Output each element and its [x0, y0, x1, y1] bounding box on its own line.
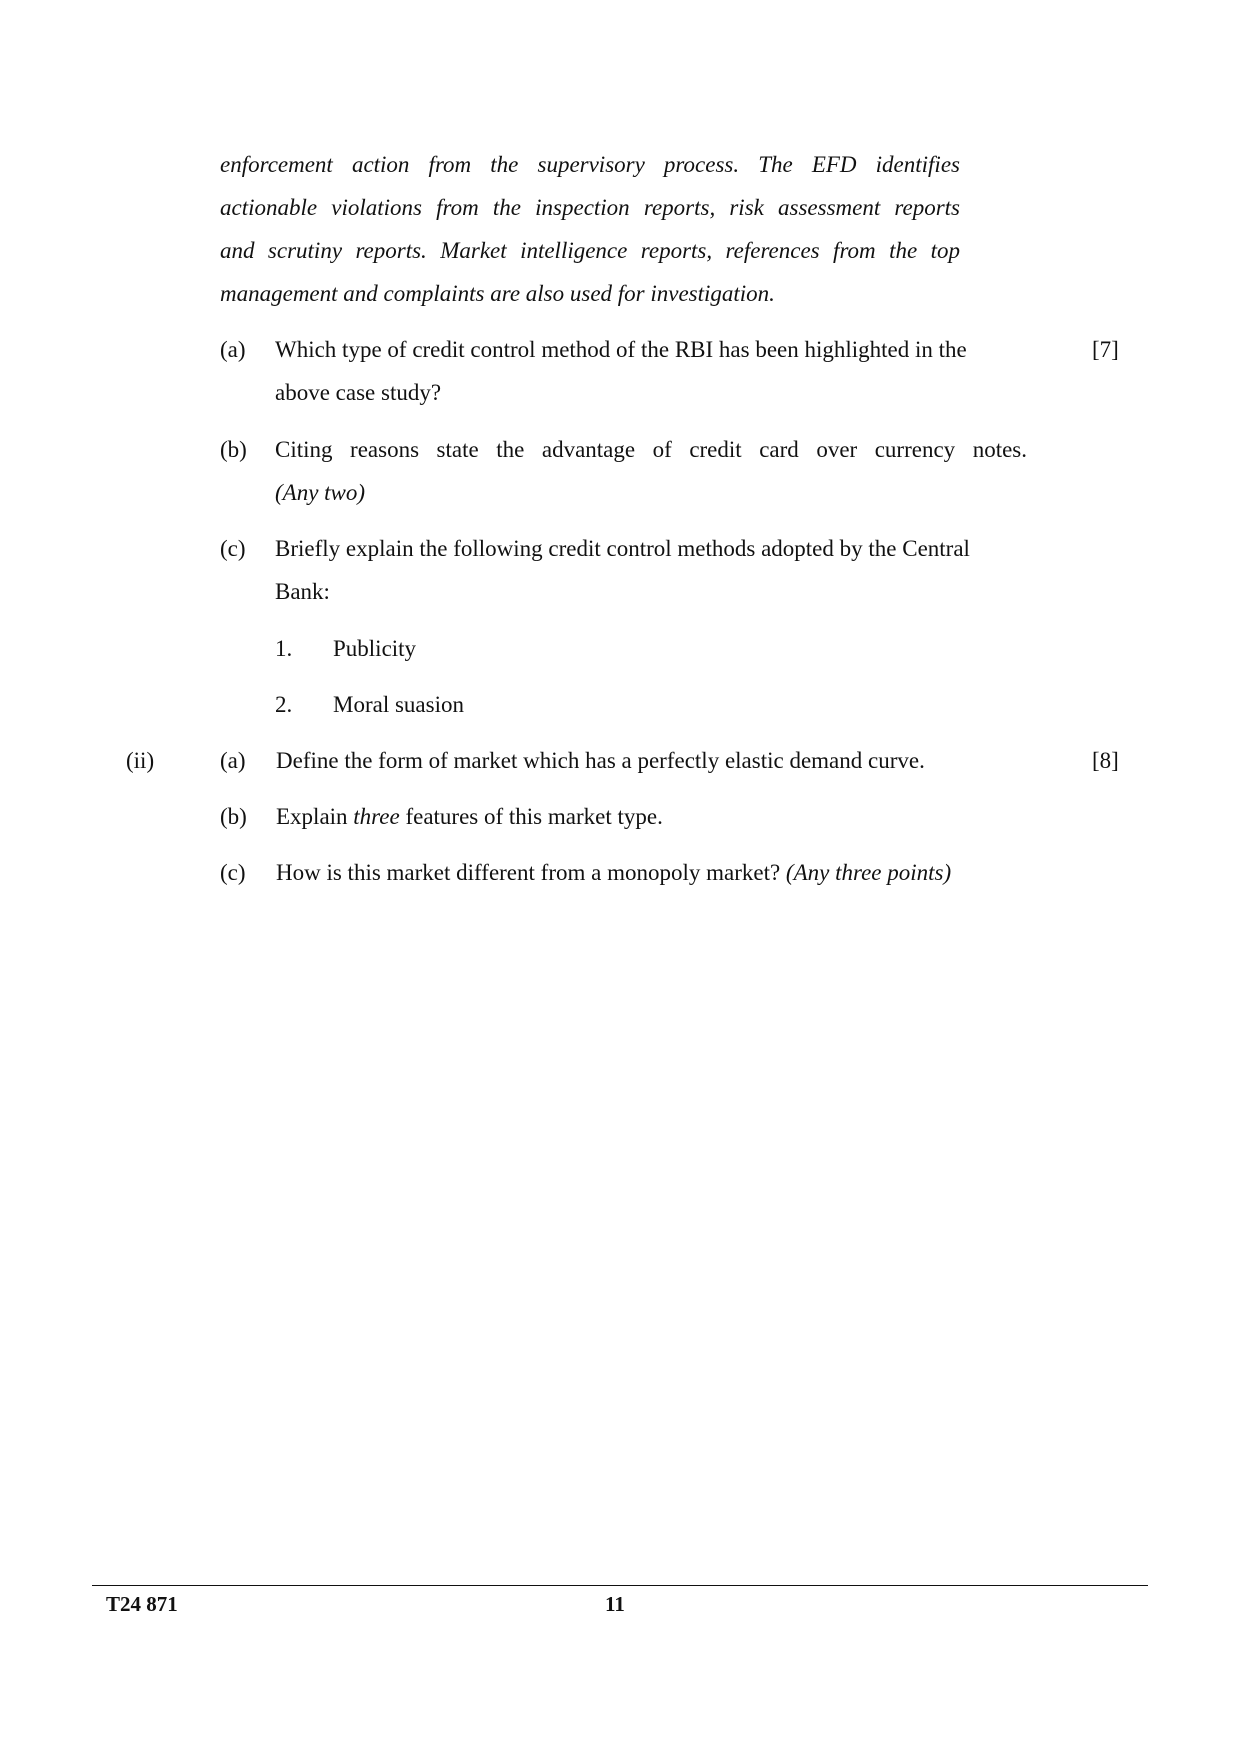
- question-text-line: above case study?: [275, 380, 442, 405]
- question-label: (b): [220, 804, 247, 829]
- question-text-segment: How is this market different from a monopoly market?: [276, 860, 786, 885]
- case-study-line: actionable violations from the inspection reports, risk assessment reports: [220, 195, 960, 220]
- question-text-line: [276, 860, 951, 886]
- question-label: (a): [220, 337, 246, 362]
- marks-label: [7]: [1092, 337, 1119, 362]
- question-label: (b): [220, 437, 247, 462]
- question-label: (c): [220, 536, 246, 561]
- footer-divider: [92, 1585, 1148, 1586]
- question-note: (Any three points): [785, 860, 952, 885]
- page-number: 11: [605, 1592, 625, 1616]
- question-text-line: Define the form of market which has a perfectly elastic demand curve.: [276, 748, 925, 773]
- emphasis-text: three: [353, 804, 400, 829]
- list-item: Moral suasion: [333, 692, 464, 717]
- question-text-segment: Explain: [276, 804, 354, 829]
- case-study-line: enforcement action from the supervisory process. The EFD identifies: [220, 152, 960, 177]
- part-label: (ii): [126, 748, 155, 773]
- list-item: Publicity: [333, 636, 417, 661]
- paper-code: T24 871: [106, 1592, 178, 1616]
- question-note: (Any two): [275, 480, 366, 505]
- question-text-line: Briefly explain the following credit control methods adopted by the Central: [275, 536, 970, 561]
- marks-label: [8]: [1092, 748, 1119, 773]
- question-text-line: [276, 804, 663, 830]
- question-text-segment: features of this market type.: [399, 804, 663, 829]
- question-label: (a): [220, 748, 246, 773]
- question-text-line: Which type of credit control method of the RBI has been highlighted in the: [275, 337, 967, 362]
- case-study-line: management and complaints are also used for investigation.: [220, 281, 775, 306]
- list-item-number: 1.: [275, 636, 293, 661]
- question-label: (c): [220, 860, 246, 885]
- question-text-line: Bank:: [275, 579, 330, 604]
- list-item-number: 2.: [275, 692, 293, 717]
- case-study-line: and scrutiny reports. Market intelligence reports, references from the top: [220, 238, 960, 263]
- question-text-line: Citing reasons state the advantage of credit card over currency notes.: [275, 437, 1027, 462]
